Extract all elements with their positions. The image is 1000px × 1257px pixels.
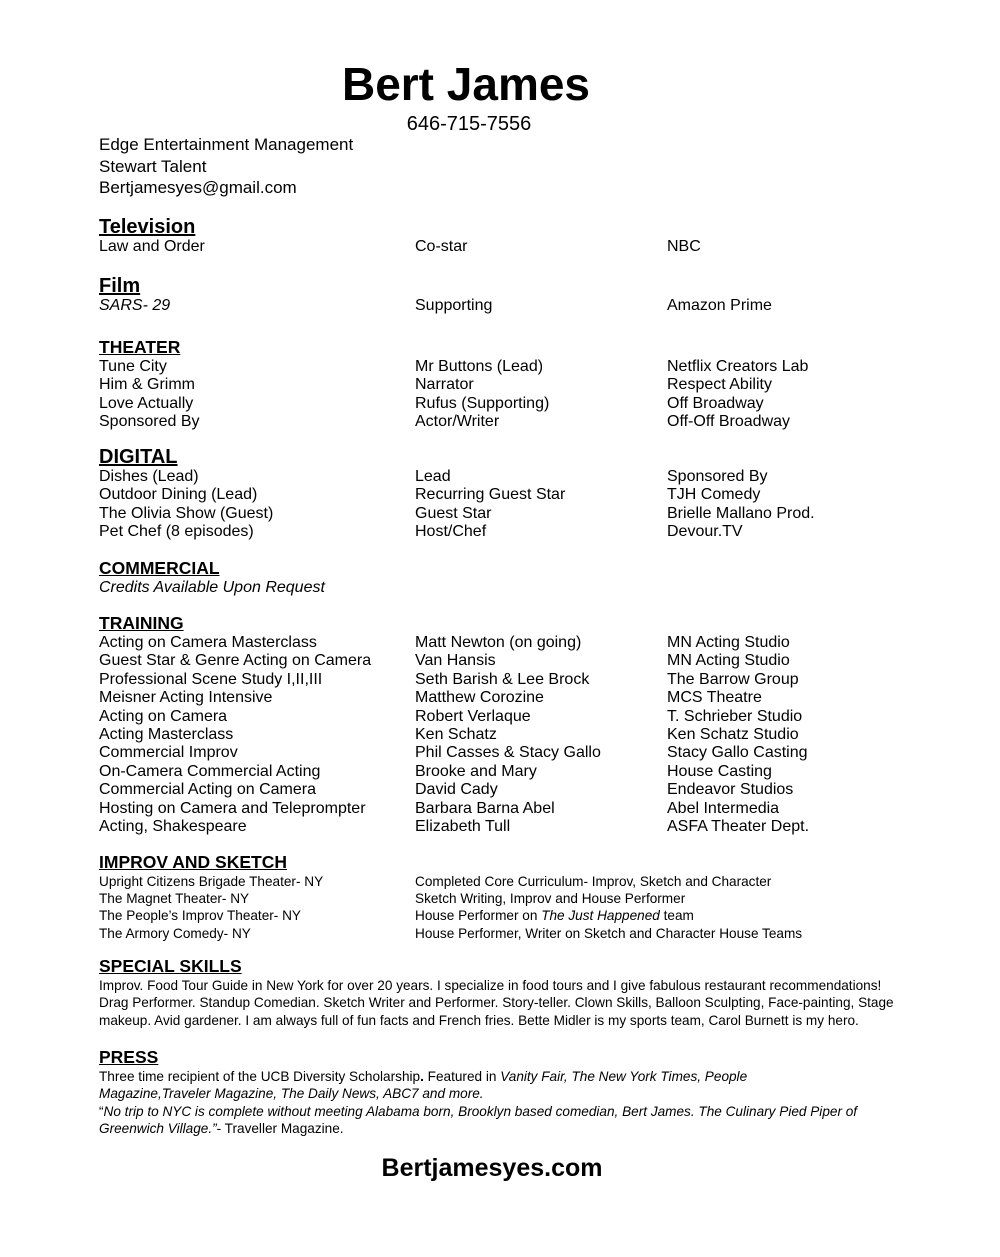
credit-role: Rufus (Supporting) (415, 394, 550, 412)
training-teacher: Brooke and Mary (415, 762, 537, 780)
credit-row (99, 468, 929, 486)
training-studio: Abel Intermedia (667, 799, 780, 817)
improv-detail: House Performer, Writer on Sketch and Character House Teams (415, 925, 803, 941)
training-teacher: Phil Casses & Stacy Gallo (415, 744, 601, 762)
training-row (99, 781, 929, 799)
training-teacher: Robert Verlaque (415, 707, 531, 725)
credit-venue: Netflix Creators Lab (667, 358, 809, 375)
training-teacher: Matthew Corozine (415, 689, 544, 707)
credit-role: Host/Chef (415, 523, 487, 541)
press-text-bold: . (420, 1069, 424, 1084)
credit-role: Lead (415, 468, 451, 485)
film-section (99, 275, 929, 315)
training-row (99, 763, 929, 781)
credit-venue: Off Broadway (667, 394, 764, 412)
credit-row (99, 297, 929, 315)
improv-row (99, 890, 929, 907)
improv-theater: The Magnet Theater- NY (99, 891, 250, 907)
press-line (99, 1068, 929, 1085)
training-teacher: Elizabeth Tull (415, 817, 511, 835)
digital-section (99, 446, 929, 542)
television-section (99, 216, 929, 256)
training-course: Guest Star & Genre Acting on Camera (99, 652, 372, 670)
press-quote: Greenwich Village.” (99, 1120, 217, 1136)
press-quote: No trip to NYC is complete without meeting Alabama born, Brooklyn based comedian, Bert James. The Culinary Pied Piper of (103, 1103, 858, 1119)
commercial-section (99, 557, 929, 597)
credit-row (99, 523, 929, 541)
credit-venue: NBC (667, 238, 701, 255)
press-text-plain: Three time recipient of the UCB Diversity Scholarship (99, 1069, 421, 1084)
training-course: Acting on Camera Masterclass (99, 634, 317, 651)
credit-title: Tune City (99, 358, 167, 375)
press-line (99, 1120, 929, 1137)
training-course: Acting, Shakespeare (99, 817, 247, 835)
training-course: Professional Scene Study I,II,III (99, 670, 323, 688)
credit-row (99, 413, 929, 431)
credit-venue: Amazon Prime (667, 297, 772, 314)
improv-section (99, 851, 929, 942)
credit-title: Pet Chef (8 episodes) (99, 523, 254, 541)
press-publications: Magazine,Traveler Magazine, The Daily News, ABC7 and more. (99, 1086, 484, 1102)
commercial-note: Credits Available Upon Request (99, 579, 325, 596)
credit-title: Sponsored By (99, 413, 200, 431)
training-studio: Stacy Gallo Casting (667, 744, 808, 762)
skills-line: makeup. Avid gardener. I am always full of fun facts and French fries. Bette Midler is my sports team, Carol Burnett is my hero. (99, 1012, 859, 1028)
improv-team-name: The Just Happened (541, 908, 660, 924)
skills-section (99, 955, 929, 1029)
training-studio: ASFA Theater Dept. (667, 817, 810, 835)
improv-row (99, 873, 929, 890)
training-course: Acting on Camera (99, 707, 228, 725)
resume-name: Bert James (341, 58, 591, 110)
press-line (99, 1103, 929, 1120)
training-course: Meisner Acting Intensive (99, 689, 273, 707)
training-studio: House Casting (667, 762, 772, 780)
improv-detail (415, 907, 694, 924)
press-source: - Traveller Magazine. (216, 1120, 344, 1136)
phone-number: 646-715-7556 (406, 113, 532, 135)
website-link[interactable]: Bertjamesyes.com (381, 1154, 603, 1182)
improv-detail: Completed Core Curriculum- Improv, Sketch and Character (415, 874, 772, 889)
section-heading: COMMERCIAL (99, 558, 220, 578)
training-studio: The Barrow Group (667, 670, 799, 688)
press-line (99, 1085, 929, 1102)
credit-title: Outdoor Dining (Lead) (99, 486, 258, 504)
training-studio: MCS Theatre (667, 689, 762, 707)
credit-role: Co-star (415, 238, 468, 255)
section-heading: Television (99, 216, 196, 238)
credit-venue: Devour.TV (667, 523, 743, 541)
credit-role: Recurring Guest Star (415, 486, 566, 504)
credit-title: SARS- 29 (99, 297, 171, 314)
talent-agency: Stewart Talent (99, 156, 207, 176)
training-course: Commercial Acting on Camera (99, 781, 316, 799)
credit-venue: Off-Off Broadway (667, 413, 791, 431)
press-section (99, 1046, 929, 1137)
theater-section (99, 336, 929, 432)
training-studio: T. Schrieber Studio (667, 707, 803, 725)
section-heading: THEATER (99, 337, 181, 357)
credit-venue: Respect Ability (667, 376, 772, 394)
training-studio: MN Acting Studio (667, 634, 790, 651)
improv-detail: Sketch Writing, Improv and House Performer (415, 891, 686, 907)
press-text-plain: Featured in (423, 1069, 501, 1084)
improv-theater: The People’s Improv Theater- NY (99, 908, 301, 924)
training-studio: Endeavor Studios (667, 781, 794, 799)
training-course: Commercial Improv (99, 744, 238, 762)
section-heading: PRESS (99, 1047, 159, 1067)
credit-title: Him & Grimm (99, 376, 195, 394)
skills-line: Drag Performer. Standup Comedian. Sketch Writer and Performer. Story-teller. Clown Skills, Balloon Sculpting, Face-painting, Stage (99, 995, 894, 1011)
credit-venue: Sponsored By (667, 468, 768, 485)
training-row (99, 818, 929, 836)
section-heading: TRAINING (99, 613, 184, 633)
credit-role: Guest Star (415, 504, 492, 522)
improv-row (99, 925, 929, 942)
training-row (99, 708, 929, 726)
training-studio: MN Acting Studio (667, 652, 790, 670)
training-row (99, 689, 929, 707)
section-heading: IMPROV AND SKETCH (99, 852, 287, 872)
improv-theater: Upright Citizens Brigade Theater- NY (99, 874, 324, 889)
training-row (99, 671, 929, 689)
agency-name: Edge Entertainment Management (99, 135, 354, 154)
training-course: Acting Masterclass (99, 725, 234, 743)
training-teacher: Seth Barish & Lee Brock (415, 670, 590, 688)
section-heading: Film (99, 275, 141, 297)
contact-block (99, 134, 353, 199)
credit-row (99, 395, 929, 413)
press-publications: Vanity Fair, The New York Times, People (500, 1069, 748, 1084)
training-row (99, 652, 929, 670)
credit-title: The Olivia Show (Guest) (99, 504, 274, 522)
commercial-note-row (99, 579, 929, 597)
improv-row (99, 907, 929, 924)
credit-role: Supporting (415, 297, 493, 314)
training-teacher: Van Hansis (415, 652, 496, 670)
credit-title: Love Actually (99, 394, 194, 412)
skills-line: Improv. Food Tour Guide in New York for over 20 years. I specialize in food tours and I give fabulous restaurant recommendations! (99, 978, 882, 993)
improv-detail-text: team (659, 908, 694, 924)
credit-title: Dishes (Lead) (99, 468, 199, 485)
credit-title: Law and Order (99, 238, 205, 255)
training-row (99, 634, 929, 652)
section-heading: SPECIAL SKILLS (99, 956, 242, 976)
training-row (99, 726, 929, 744)
training-teacher: David Cady (415, 781, 498, 799)
press-quote-mark: “ (99, 1103, 104, 1119)
credit-row (99, 376, 929, 394)
training-teacher: Ken Schatz (415, 725, 497, 743)
credit-row (99, 358, 929, 376)
credit-row (99, 238, 929, 256)
section-heading: DIGITAL (99, 446, 178, 468)
training-studio: Ken Schatz Studio (667, 725, 799, 743)
email-address: Bertjamesyes@gmail.com (99, 178, 297, 197)
training-course: On-Camera Commercial Acting (99, 762, 321, 780)
credit-venue: TJH Comedy (667, 486, 761, 504)
training-teacher: Matt Newton (on going) (415, 634, 582, 651)
skills-text (99, 977, 929, 1029)
improv-theater: The Armory Comedy- NY (99, 925, 251, 941)
improv-detail-text: House Performer on (415, 908, 542, 924)
training-section (99, 612, 929, 836)
training-course: Hosting on Camera and Teleprompter (99, 799, 366, 817)
credit-venue: Brielle Mallano Prod. (667, 504, 815, 522)
credit-role: Actor/Writer (415, 413, 500, 431)
credit-row (99, 505, 929, 523)
credit-role: Mr Buttons (Lead) (415, 358, 544, 375)
training-teacher: Barbara Barna Abel (415, 799, 555, 817)
training-row (99, 800, 929, 818)
press-text (99, 1068, 929, 1137)
training-row (99, 744, 929, 762)
credit-role: Narrator (415, 376, 474, 394)
credit-row (99, 486, 929, 504)
